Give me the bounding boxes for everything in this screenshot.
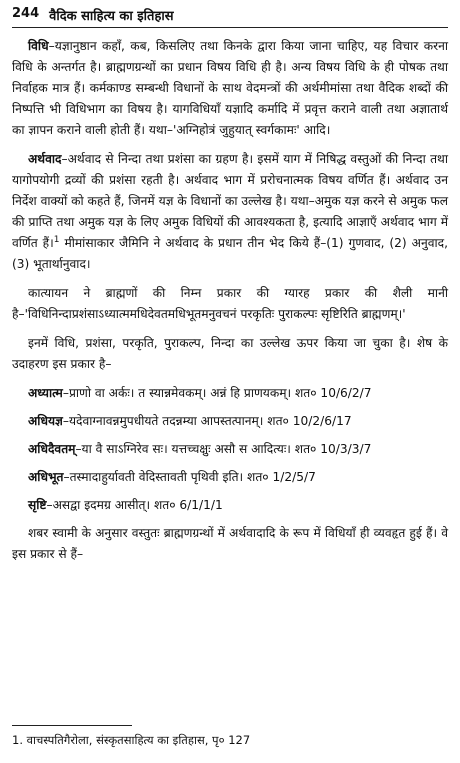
paragraph-text: इनमें विधि, प्रशंसा, परकृति, पुराकल्प, निन्दा का उल्लेख ऊपर किया जा चुका है। शेष के उदाहरण इस प्रकार है– [12,336,448,371]
paragraph-text: –यज्ञानुष्ठान कहाँ, कब, किसलिए तथा किनके द्वारा किया जाना चाहिए, यह विचार करना विधि के अन्तर्गत है। ब्राह्मणग्रन्थों का प्रधान विषय विधि ही है। अन्य विषय विधि के ही पोषक तथा निर्वाहक मात्र हैं। कर्मकाण्ड सम्बन्धी विधानों के साथ वेदमन्त्रों की अर्थमीमांसा तथा वैदिक शब्दों की निष्पत्ति भी विधिभाग का विषय है। यागविधियाँ यज्ञादि कर्मादि में प्रवृत्त कराने वाली तथा अज्ञातार्थ का ज्ञापन कराने वाली होती हैं। यथा–'अग्निहोत्रं जुहुयात् स्वर्गकामः' आदि। [12,39,448,137]
example-adhiyajna [12,411,448,432]
paragraph-vidhi [12,36,448,141]
example-text: –प्राणो वा अर्कः। त स्यान्नमेवकम्। अन्नं हि प्राणयकम्। शत० 10/6/2/7 [62,386,372,400]
paragraph-text: कात्यायन ने ब्राह्मणों की निम्न प्रकार की ग्यारह प्रकार की शैली मानी है–'विधिनिन्दाप्रशंसाऽध्यात्ममधिदेवतमधिभूतमनुवचनं परकृतिः पुराकल्पः सृष्टिरिति ब्राह्मणम्।' [12,286,448,321]
paragraph-text: –अर्थवाद से निन्दा तथा प्रशंसा का ग्रहण है। इसमें याग में निषिद्ध वस्तुओं की निन्दा तथा यागोपयोगी द्रव्यों की प्रशंसा रहती है। अर्थवाद भाग में प्ररोचनात्मक विषय वर्णित हैं। अर्थवाद उन निर्देश वाक्यों को कहते हैं, जिनमें यज्ञ के विधानों का उल्लेख है। यथा–अमुक यज्ञ करने से अमुक फल की प्राप्ति तथा अमुक यज्ञ के लिए अमुक विधियों की आवश्यकता है, इत्यादि आज्ञाएँ अर्थवाद भाग में वर्णित हैं। [12,152,448,250]
example-term: अधिभूत [28,470,64,484]
example-text: –या वै साऽग्निरेव सः। यत्तच्चक्षुः असौ स आदित्यः। शत० 10/3/3/7 [75,442,372,456]
paragraph-katyayana [12,283,448,325]
term-vidhi: विधि [28,39,49,53]
example-adhidaivatam [12,439,448,460]
example-term: अध्यात्म [28,386,63,400]
example-srishti [12,495,448,516]
example-term: अधिदैवतम् [28,442,76,456]
example-text: –तस्मादाहुर्यावती वेदिस्तावती पृथिवी इति। शत० 1/2/5/7 [63,470,316,484]
paragraph-text: शबर स्वामी के अनुसार वस्तुतः ब्राह्मणग्रन्थों में अर्थवादादि के रूप में विधियाँ ही व्यवहृत हुई हैं। वे इस प्रकार से हैं– [12,526,448,561]
running-title: वैदिक साहित्य का इतिहास [49,9,174,24]
footnote-marker: 1 [53,234,60,245]
example-term: अधियज्ञ [28,414,63,428]
paragraph-closing [12,523,448,565]
paragraph-arthavada [12,149,448,275]
example-term: सृष्टि [28,498,47,512]
example-adhibhuta [12,467,448,488]
footnote: 1. वाचस्पतिगैरोला, संस्कृतसाहित्य का इतिहास, पृ० 127 [12,733,251,747]
paragraph-intro-examples [12,333,448,375]
page-header [12,6,448,28]
paragraph-text-continued: मीमांसाकार जैमिनि ने अर्थवाद के प्रधान तीन भेद किये हैं–(1) गुणवाद, (2) अनुवाद, (3) भूतार्थानुवाद। [12,236,448,271]
footnote-divider [12,725,132,726]
example-adhyatma [12,383,448,404]
page-number: 244 [12,6,40,21]
term-arthavada: अर्थवाद [28,152,62,166]
example-text: –यदेवाग्नावन्नमुपधीयते तदन्नम्या आपस्तत्पानम्। शत० 10/2/6/17 [62,414,352,428]
example-text: –असद्वा इदमग्र आसीत्। शत० 6/1/1/1 [46,498,223,512]
